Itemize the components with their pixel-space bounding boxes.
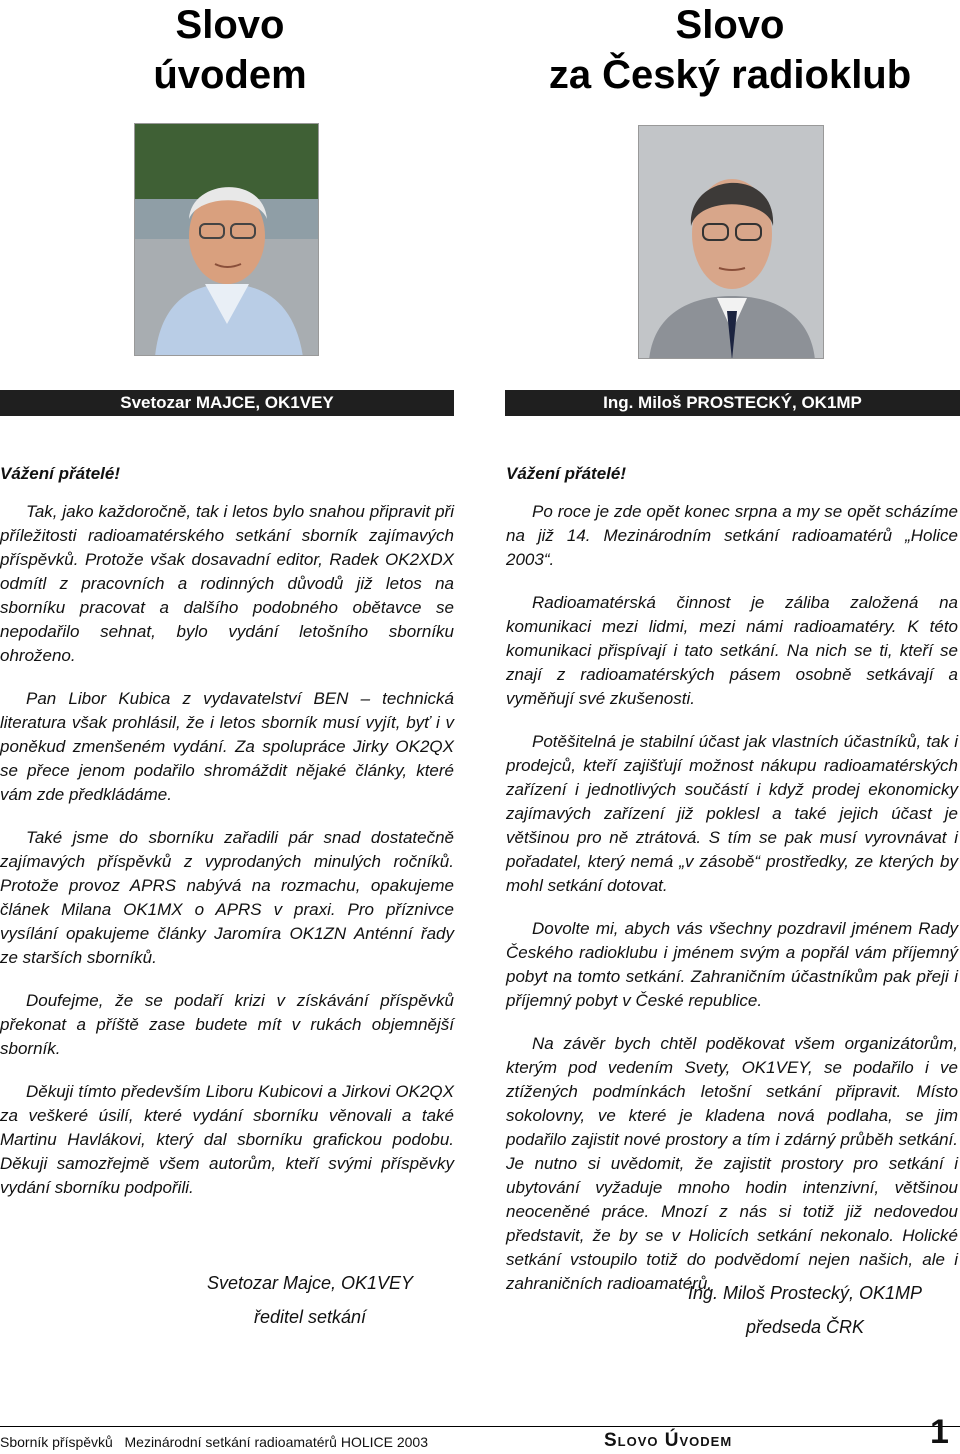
photo-caption-left: Svetozar MAJCE, OK1VEY bbox=[0, 390, 454, 416]
right-signature-role: předseda ČRK bbox=[745, 1317, 865, 1337]
left-paragraph: Tak, jako každoročně, tak i letos bylo snahou připravit při příležitosti radioamatérského setkání sborník zajímavých příspěvků. Protože však dosavadní editor, Radek OK2XDX odmítl z pracovních a rodinných důvodů již letos na sborníku pracovat a dalšího podobného obětavce se nepodařilo sehnat, bylo vydání letošního sborníku ohroženo. bbox=[0, 502, 454, 665]
footer-divider bbox=[0, 1426, 960, 1427]
right-paragraph: Radioamatérská činnost je záliba založená na komunikaci mezi lidmi, mezi námi radioamatéry. K této komunikaci přispívají i tato setkání. Na nich se ti, kteří se znají z radioamatérských pásem osobně setkávají a vyměňují své zkušenosti. bbox=[506, 593, 958, 708]
left-title bbox=[60, 0, 400, 100]
right-greeting: Vážení přátelé! bbox=[506, 464, 626, 483]
portrait-photo-majce bbox=[134, 123, 319, 356]
right-paragraph: Na závěr bych chtěl poděkovat všem organizátorům, kterým pod vedením Svety, OK1VEY, se podařilo i ve ztížených podmínkách letošní setkání připravit. Místo sokolovny, ve které je kladena nová podlaha, se jim podařilo zajistit nové prostory a tím i zdárný průběh setkání. Je nutno si uvědomit, že zajistit prostory pro setkání i ubytování vyžaduje mnoho hodin intenzivní, většinou neoceněné práce. Mnozí z nás si totiž již nedovedou představit, že by se v Holicích setkání nekonalo. Holické setkání vstoupilo totiž do podvědomí nejen našich, ale i zahraničních radioamatérů. bbox=[506, 1034, 958, 1293]
right-signature-name: Ing. Miloš Prostecký, OK1MP bbox=[687, 1283, 923, 1303]
right-title-line2: za Český radioklub bbox=[548, 53, 912, 97]
page-number: 1 bbox=[930, 1413, 949, 1451]
portrait-photo-prostecky bbox=[638, 125, 824, 359]
left-paragraph: Děkuji tímto především Liboru Kubicovi a Jirkovi OK2QX za veškeré úsilí, které vydání sborníku věnovali a také Martinu Havlákovi, který dal sborníku grafickou podobu. Děkuji samozřejmě všem autorům, kteří svými příspěvky vydání sborníku podpořili. bbox=[0, 1082, 454, 1197]
right-paragraph: Po roce je zde opět konec srpna a my se opět scházíme na již 14. Mezinárodním setkání radioamatérů „Holice 2003“. bbox=[506, 502, 958, 569]
left-title-line2: úvodem bbox=[153, 53, 307, 97]
footer-publication: Sborník příspěvků Mezinárodní setkání radioamatérů HOLICE 2003 bbox=[0, 1434, 428, 1450]
photo-caption-right: Ing. Miloš PROSTECKÝ, OK1MP bbox=[505, 390, 960, 416]
left-signature-role: ředitel setkání bbox=[253, 1307, 367, 1327]
left-paragraph: Pan Libor Kubica z vydavatelství BEN – technická literatura však prohlásil, že i letos sborník musí vyjít, byť i v poněkud zmenšeném vydání. Za spolupráce Jirky OK2QX se přece jenom podařilo shromáždit nějaké články, které vám zde předkládáme. bbox=[0, 689, 454, 804]
right-signature bbox=[650, 1276, 960, 1344]
right-title bbox=[480, 0, 960, 100]
left-paragraph: Doufejme, že se podaří krizi v získávání příspěvků překonat a příště zase budete mít v rukách objemnější sborník. bbox=[0, 991, 454, 1058]
footer-section-title: Slovo Úvodem bbox=[604, 1430, 733, 1451]
left-signature bbox=[150, 1266, 470, 1334]
portrait-illustration bbox=[639, 126, 824, 359]
left-title-line1: Slovo bbox=[175, 3, 285, 47]
right-title-line1: Slovo bbox=[675, 3, 785, 47]
portrait-illustration bbox=[135, 124, 319, 356]
left-article bbox=[0, 462, 454, 1219]
right-article bbox=[506, 462, 958, 1315]
right-paragraph: Dovolte mi, abych vás všechny pozdravil jménem Rady Českého radioklubu i jménem svým a popřál vám příjemný pobyt na tomto setkání. Zahraničním účastníkům pak přeji i příjemný pobyt v České republice. bbox=[506, 919, 958, 1010]
left-signature-name: Svetozar Majce, OK1VEY bbox=[206, 1273, 414, 1293]
left-paragraph: Také jsme do sborníku zařadili pár snad dostatečně zajímavých příspěvků z vyprodaných minulých ročníků. Protože provoz APRS nabývá na rozmachu, opakujeme článek Milana OK1MX o APRS v praxi. Pro příznivce vysílání opakujeme články Jaromíra OK1ZN Anténní řady ze starších sborníků. bbox=[0, 828, 454, 967]
right-paragraph: Potěšitelná je stabilní účast jak vlastních účastníků, tak i prodejců, kteří zajišťují možnost nákupu radioamatérských zařízení i jednotlivých součástí i když prodej ekonomicky zajímavých zařízení již poklesl a také jejich účast je většinou pro ně ztrátová. S tím se pak musí vyrovnávat i pořadatel, který nemá „v zásobě“ prostředky, ze kterých by mohl setkání dotovat. bbox=[506, 732, 958, 895]
left-greeting: Vážení přátelé! bbox=[0, 464, 120, 483]
